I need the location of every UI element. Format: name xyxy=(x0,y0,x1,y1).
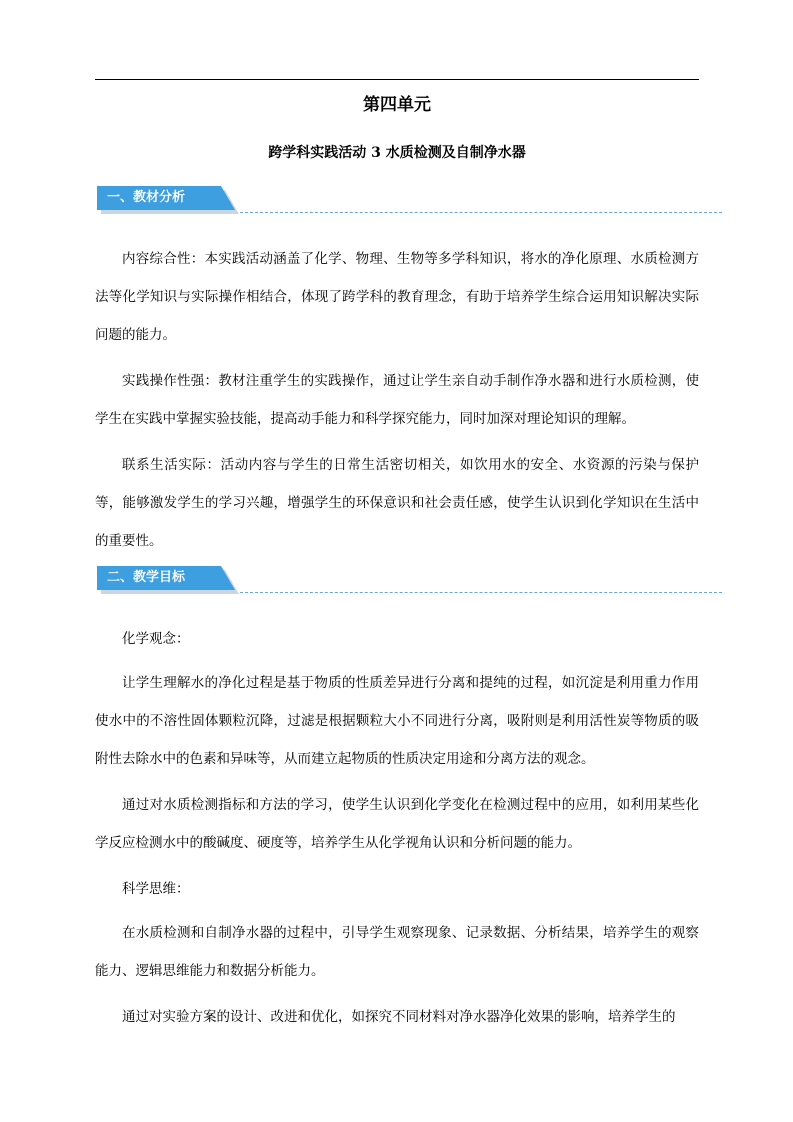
lesson-title: 跨学科实践活动 3 水质检测及自制净水器 xyxy=(268,145,526,161)
section-divider xyxy=(240,592,722,593)
section-label: 一、教材分析 xyxy=(107,190,186,205)
paragraph: 内容综合性：本实践活动涵盖了化学、物理、生物等多学科知识，将水的净化原理、水质检测方法等化学知识与实际操作相结合，体现了跨学科的教育理念，有助于培养学生综合运用知识解决实际问题的能力。 xyxy=(95,251,699,343)
header-rule xyxy=(95,79,699,80)
paragraph: 实践操作性强：教材注重学生的实践操作，通过让学生亲自动手制作净水器和进行水质检测，使学生在实践中掌握实验技能，提高动手能力和科学探究能力，同时加深对理论知识的理解。 xyxy=(95,373,699,427)
paragraph-subheading: 化学观念： xyxy=(122,631,190,647)
section-label: 二、教学目标 xyxy=(107,570,186,585)
paragraph-subheading: 科学思维： xyxy=(122,881,190,897)
paragraph: 通过对实验方案的设计、改进和优化，如探究不同材料对净水器净化效果的影响，培养学生的 xyxy=(122,1009,676,1025)
section-divider xyxy=(240,212,722,213)
unit-title: 第四单元 xyxy=(363,95,431,115)
paragraph: 联系生活实际：活动内容与学生的日常生活密切相关，如饮用水的安全、水资源的污染与保护等，能够激发学生的学习兴趣，增强学生的环保意识和社会责任感，使学生认识到化学知识在生活中的重要性。 xyxy=(95,457,699,549)
paragraph: 通过对水质检测指标和方法的学习，使学生认识到化学变化在检测过程中的应用，如利用某些化学反应检测水中的酸碱度、硬度等，培养学生从化学视角认识和分析问题的能力。 xyxy=(95,797,699,851)
section-heading-teaching-goals xyxy=(97,566,747,596)
section-heading-textbook-analysis xyxy=(97,186,747,216)
paragraph: 让学生理解水的净化过程是基于物质的性质差异进行分离和提纯的过程，如沉淀是利用重力作用使水中的不溶性固体颗粒沉降，过滤是根据颗粒大小不同进行分离，吸附则是利用活性炭等物质的吸附性去除水中的色素和异味等，从而建立起物质的性质决定用途和分离方法的观念。 xyxy=(95,675,699,767)
paragraph: 在水质检测和自制净水器的过程中，引导学生观察现象、记录数据、分析结果，培养学生的观察能力、逻辑思维能力和数据分析能力。 xyxy=(95,925,699,979)
